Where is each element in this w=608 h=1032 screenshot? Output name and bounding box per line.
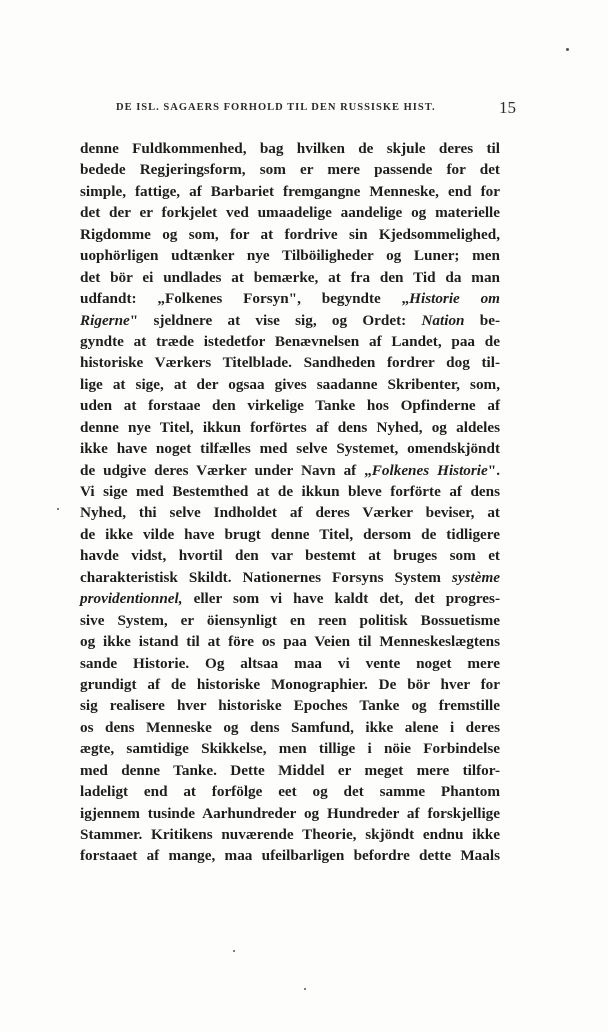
text-line	[80, 138, 500, 159]
text-segment: de udgive deres Værker under Navn af „	[80, 461, 372, 479]
text-line	[80, 267, 500, 288]
text-segment: eller som vi have kaldt det, det progres-	[182, 590, 500, 608]
text-line	[80, 245, 500, 266]
text-segment: udfandt: „Folkenes Forsyn", begyndte „	[80, 290, 410, 308]
text-segment: " sjeldnere at vise sig, og Ordet:	[129, 311, 422, 329]
text-segment: sig realisere hver historiske Epoches Tanke og fremstille	[80, 697, 500, 715]
text-line	[80, 352, 500, 373]
text-line	[80, 481, 500, 502]
text-segment: denne nye Titel, ikkun forförtes af dens Nyhed, og aldeles	[80, 418, 500, 436]
text-line	[80, 567, 500, 588]
text-line	[80, 845, 500, 866]
text-segment: grundigt af de historiske Monographier. De bör hver for	[80, 675, 500, 693]
text-line	[80, 417, 500, 438]
italic-segment: Folkenes Historie	[371, 461, 488, 479]
text-line	[80, 695, 500, 716]
text-segment: de ikke vilde have brugt denne Titel, dersom de tidligere	[80, 525, 500, 543]
text-line	[80, 631, 500, 652]
text-segment: denne Fuldkommenhed, bag hvilken de skjule deres til	[80, 140, 500, 157]
text-line	[80, 545, 500, 566]
text-segment: ".	[487, 461, 500, 479]
italic-segment: Rigerne	[80, 311, 130, 329]
text-segment: historiske Værkers Titelblade. Sandheden fordrer dog til-	[80, 354, 500, 372]
text-segment: charakteristisk Skildt. Nationernes Forsyns System	[80, 568, 452, 586]
text-segment: forstaaet af mange, maa ufeilbarligen befordre dette Maals	[80, 847, 500, 865]
page-number: 15	[499, 98, 516, 117]
text-line	[80, 760, 500, 781]
text-line	[80, 202, 500, 223]
text-line	[80, 803, 500, 824]
text-line	[80, 824, 500, 845]
text-line	[80, 781, 500, 802]
italic-segment: providentionnel,	[80, 590, 183, 608]
text-segment: sive System, er öiensynligt en reen politisk Bossuetisme	[80, 611, 500, 629]
text-segment: det bör ei undlades at bemærke, at fra den Tid da man	[80, 268, 500, 286]
text-segment: med denne Tanke. Dette Middel er meget mere tilfor-	[80, 761, 500, 779]
text-segment: Rigdomme og som, for at fordrive sin Kjedsommelighed,	[80, 225, 500, 243]
text-line	[80, 717, 500, 738]
text-segment: be-	[464, 311, 500, 329]
text-segment: det der er forkjelet ved umaadelige aandelige og materielle	[80, 204, 500, 222]
text-line	[80, 159, 500, 180]
text-line	[80, 610, 500, 631]
text-segment: sande Historie. Og altsaa maa vi vente noget mere	[80, 654, 500, 672]
text-line	[80, 181, 500, 202]
italic-segment: système	[451, 568, 500, 586]
text-line	[80, 653, 500, 674]
text-segment: havde vidst, hvortil den var bestemt at bruges som et	[80, 547, 500, 565]
text-segment: ladeligt end at forfölge eet og det samme Phantom	[80, 783, 500, 801]
text-line	[80, 374, 500, 395]
text-segment: og ikke istand til at före os paa Veien til Menneskeslægtens	[80, 633, 500, 651]
text-segment: os dens Menneske og dens Samfund, ikke alene i deres	[80, 718, 500, 736]
text-line	[80, 460, 500, 481]
running-title: DE ISL. SAGAERS FORHOLD TIL DEN RUSSISKE HIST.	[116, 102, 436, 113]
text-line	[80, 224, 500, 245]
text-segment: gyndte at træde istedetfor Benævnelsen af Landet, paa de	[80, 332, 500, 350]
text-line	[80, 438, 500, 459]
text-line	[80, 395, 500, 416]
paper-speck	[233, 950, 235, 952]
text-line	[80, 674, 500, 695]
paper-speck	[304, 988, 306, 990]
italic-segment: Historie om	[409, 290, 500, 308]
body-text	[80, 138, 500, 867]
italic-segment: Nation	[421, 311, 465, 329]
text-segment: ikke have noget tilfælles med selve Systemet, omendskjöndt	[80, 440, 500, 458]
text-segment: ægte, samtidige Skikkelse, men tillige i nöie Forbindelse	[80, 740, 500, 758]
text-line	[80, 331, 500, 352]
paper-speck	[566, 48, 569, 51]
text-line	[80, 738, 500, 759]
text-segment: Stammer. Kritikens nuværende Theorie, skjöndt endnu ikke	[80, 826, 500, 843]
text-segment: uophörligen udtænker nye Tilböiligheder og Luner; men	[80, 247, 500, 265]
text-segment: igjennem tusinde Aarhundreder og Hundreder af forskjellige	[80, 804, 500, 822]
text-line	[80, 310, 500, 331]
text-line	[80, 288, 500, 309]
text-segment: uden at forstaae den virkelige Tanke hos Opfinderne af	[80, 397, 500, 415]
text-line	[80, 588, 500, 609]
text-segment: simple, fattige, af Barbariet fremgangne Menneske, end for	[80, 182, 500, 200]
text-line	[80, 524, 500, 545]
text-segment: Nyhed, thi selve Indholdet af deres Værker beviser, at	[80, 504, 500, 522]
text-segment: bedede Regjeringsform, som er mere passende for det	[80, 161, 500, 179]
text-segment: Vi sige med Bestemthed at de ikkun bleve forförte af dens	[80, 483, 500, 500]
running-head	[116, 98, 516, 122]
text-line	[80, 502, 500, 523]
text-segment: lige at sige, at der ogsaa gives saadanne Skribenter, som,	[80, 375, 500, 393]
paper-speck	[57, 508, 59, 510]
